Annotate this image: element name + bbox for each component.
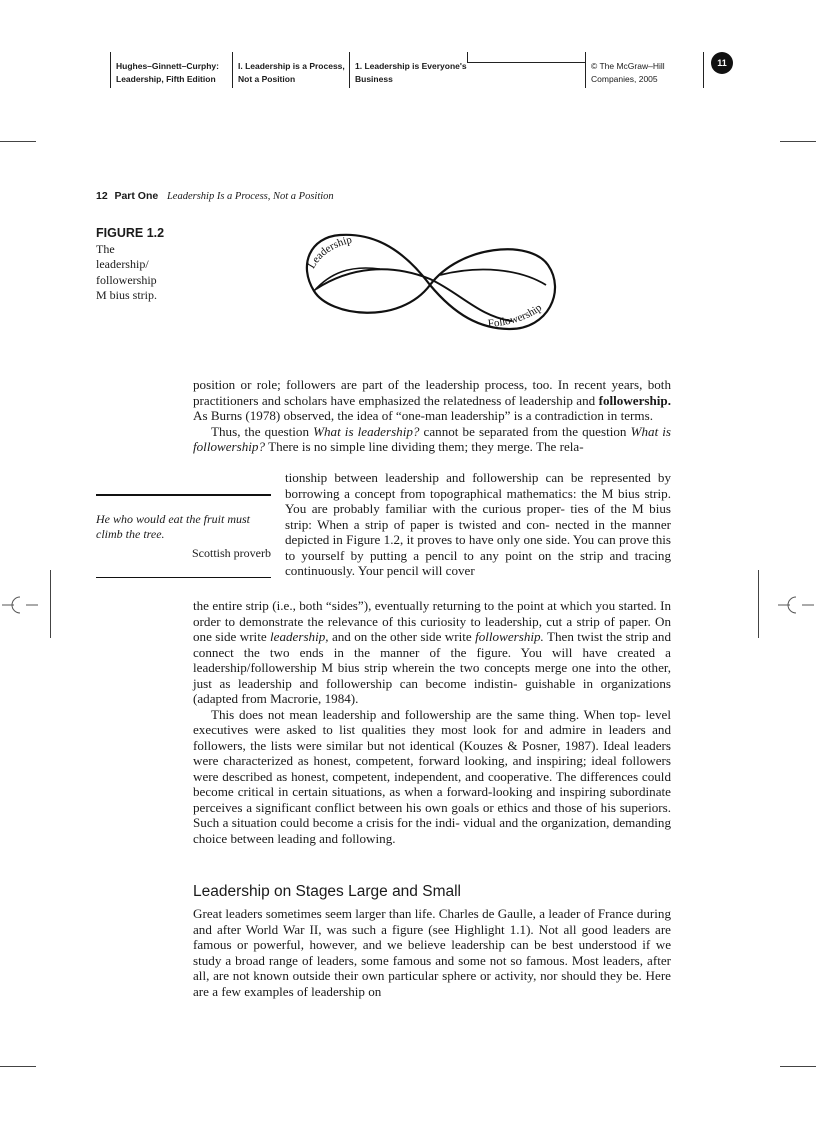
body-text-lower: [193, 598, 671, 846]
caption-line: The: [96, 241, 115, 256]
quote-text: He who would eat the fruit must climb the tree.: [96, 511, 250, 541]
pull-quote: [96, 494, 271, 578]
paragraph: the entire strip (i.e., both “sides”), eventually returning to the point at which you started. In order to demonstrate the relevance of this curiosity to leadership, cut a strip of paper. On one side write leadership, and on the other side write followership. Then twist the strip and connect the two ends in the manner of the figure. You will have created a leadership/followership M bius strip wherein the two concepts merge one into the other, just as leadership and followership can become indistin- guishable in organizations (adapted from Macrorie, 1984).: [193, 598, 671, 706]
caption-line: leadership/: [96, 257, 149, 271]
mobius-inner-edge: [316, 269, 512, 321]
crop-mark: [758, 570, 759, 638]
crop-mark: [780, 1066, 816, 1067]
crop-mark: [0, 141, 36, 142]
running-head: [96, 190, 334, 202]
caption-line: M bius strip.: [96, 288, 158, 302]
registration-mark-left: [0, 593, 40, 617]
followership-label: Followership: [487, 301, 545, 331]
body-text-final: [193, 906, 671, 999]
header-part-info: I. Leadership is a Process, Not a Position: [238, 61, 345, 84]
running-title: Leadership Is a Process, Not a Position: [166, 191, 334, 202]
registration-mark-right: [776, 593, 816, 617]
paragraph: This does not mean leadership and followership are the same thing. When top- level executives were asked to list qualities they most look for and admire in leaders and followers, the lists were similar but not identical (Kouzes & Posner, 1987). Ideal leaders were characterized as honest, competent, forward looking, and inspiring; ideal followers were described as honest, competent, independent, and cooperative. The differences could become critical in certain situations, as when a forward-looking and inspiring subordinate perceives a significant conflict between his own goals or ethics and those of his superiors. Such a situation could become a crisis for the indi- vidual and the organization, demanding choice between leading and following.: [193, 706, 671, 846]
mobius-inner-edge: [440, 270, 546, 285]
quote-source: Scottish proverb: [192, 545, 271, 560]
mobius-inner-edge: [314, 268, 380, 291]
leadership-label: Leadership: [305, 233, 354, 271]
quote-rule-bottom: [96, 577, 271, 579]
body-text-wrapped: [285, 470, 671, 579]
paragraph: Thus, the question What is leadership? cannot be separated from the question What is followership? There is no simple line dividing them; they merge. The rela-: [193, 423, 672, 454]
section-heading: Leadership on Stages Large and Small: [193, 883, 461, 900]
figure-caption: [96, 226, 176, 304]
document-header: [0, 52, 816, 90]
page-badge: 11: [711, 52, 733, 74]
mobius-strip-figure: [290, 225, 570, 337]
page-number: 12: [96, 190, 108, 202]
part-label: Part One: [114, 190, 159, 202]
crop-mark: [0, 1066, 36, 1067]
paragraph: tionship between leadership and followership can be represented by borrowing a concept from topographical mathematics: the M bius strip. You are probably familiar with the curious proper- ties of the M bius strip: When a strip of paper is twisted and con- nected in the manner depicted in Figure 1.2, it proves to have only one side. You can prove this to yourself by putting a pencil to any point on the strip and tracing continuously. Your pencil will cover: [285, 470, 671, 578]
paragraph: position or role; followers are part of the leadership process, too. In recent years, both practitioners and scholars have emphasized the relatedness of leadership and followership. As Burns (1978) observed, the idea of “one-man leadership” is a contradiction in terms.: [193, 377, 671, 423]
paragraph: Great leaders sometimes seem larger than life. Charles de Gaulle, a leader of France during and after World War II, was such a figure (see Highlight 1.1). Not all good leaders are famous or powerful, however, and we believe leadership can be best understood if we study a broad range of leaders, some famous and some not so famous. Most leaders, after all, are not known outside their own particular sphere or activity, nor should they be. Here are a few examples of leadership on: [193, 906, 671, 999]
quote-rule-top: [96, 494, 271, 496]
crop-mark: [50, 570, 51, 638]
caption-line: followership: [96, 272, 157, 287]
header-book-info: Hughes–Ginnett–Curphy: Leadership, Fifth Edition: [116, 61, 219, 84]
header-chapter-info: 1. Leadership is Everyone's Business: [355, 61, 467, 84]
header-copyright: © The McGraw–Hill Companies, 2005: [591, 61, 665, 84]
crop-mark: [780, 141, 816, 142]
figure-number: FIGURE 1.2: [96, 226, 165, 240]
body-text-upper: [193, 377, 671, 455]
